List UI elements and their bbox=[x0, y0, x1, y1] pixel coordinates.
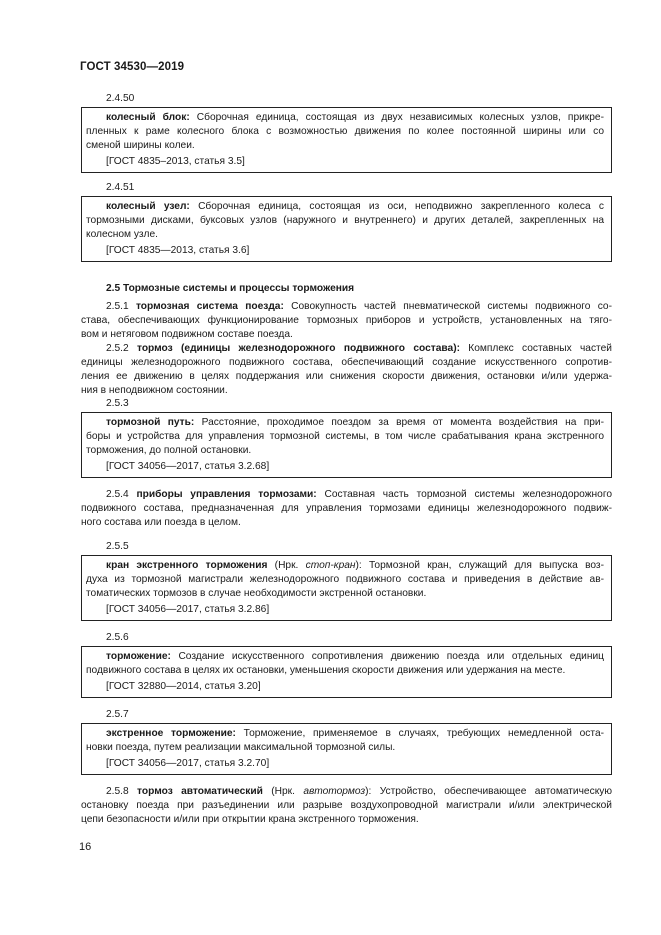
definition-text: Расстояние, проходимое поездом за время от момента воздействия на при- bbox=[194, 417, 604, 428]
source-reference: [ГОСТ 34056—2017, статья 3.2.70] bbox=[106, 758, 270, 769]
term-name: кран экстренного торможения bbox=[106, 560, 268, 571]
entry-number: 2.4.51 bbox=[106, 182, 135, 193]
definition-text: става, обеспечивающих функционирование тормозных приборов и устройств, установленных на тяго- bbox=[81, 315, 612, 326]
term-name: колесный блок: bbox=[106, 112, 190, 123]
definition-text: ния в неподвижном состоянии. bbox=[81, 385, 228, 396]
paragraph-number: 2.5.1 bbox=[106, 301, 136, 312]
term-name: приборы управления тормозами: bbox=[136, 489, 317, 500]
term-definition-line bbox=[106, 200, 604, 213]
paragraph-line bbox=[106, 785, 612, 798]
entry-number: 2.5.3 bbox=[106, 398, 129, 409]
term-definition-line bbox=[106, 559, 604, 572]
definition-text: тормозными дисками, буксовых узлов (наружного и внутреннего) и других деталей, закрепленных на bbox=[86, 215, 604, 226]
section-heading: 2.5 Тормозные системы и процессы торможения bbox=[106, 283, 355, 294]
definition-text: (Нрк. bbox=[267, 560, 306, 571]
definition-text: духа из тормозной магистрали железнодорожного подвижного состава и приведения в действие ав- bbox=[86, 574, 604, 585]
definition-text: Комплекс составных частей bbox=[459, 343, 612, 354]
definition-text: Сборочная единица, состоящая из двух независимых колесных узлов, прикре- bbox=[189, 112, 604, 123]
term-definition-line bbox=[106, 111, 604, 124]
document-header: ГОСТ 34530—2019 bbox=[80, 61, 185, 73]
paragraph-line bbox=[106, 300, 612, 313]
entry-number: 2.5.6 bbox=[106, 632, 129, 643]
definition-text: Создание искусственного сопротивления движению поезда или отдельных единиц bbox=[170, 651, 604, 662]
term-name: тормозная система поезда: bbox=[135, 301, 284, 312]
definition-text: торможения, до полной остановки. bbox=[86, 445, 252, 456]
deprecated-term: автотормоз bbox=[303, 786, 366, 797]
definition-text: Составная часть тормозной системы железнодорожного bbox=[316, 489, 612, 500]
definition-text: сменой ширины колеи. bbox=[86, 140, 195, 151]
definition-text: пленных к раме колесного блока с возможностью движения по колее постоянной ширины или со bbox=[86, 126, 604, 137]
definition-text: ного состава или поезда в целом. bbox=[81, 517, 241, 528]
term-name: торможение: bbox=[106, 651, 171, 662]
source-reference: [ГОСТ 4835—2013, статья 3.6] bbox=[106, 245, 250, 256]
term-name: тормоз (единицы железнодорожного подвижного состава): bbox=[136, 343, 460, 354]
definition-text: колесном узле. bbox=[86, 229, 158, 240]
paragraph-number: 2.5.2 bbox=[106, 343, 137, 354]
definition-text: Сборочная единица, состоящая из оси, неподвижно закрепленного колеса с bbox=[189, 201, 604, 212]
page-number: 16 bbox=[79, 841, 92, 853]
term-name: экстренное торможение: bbox=[106, 728, 236, 739]
definition-text: Торможение, применяемое в случаях, требующих немедленной оста- bbox=[235, 728, 604, 739]
paragraph-line bbox=[106, 488, 612, 501]
term-name: колесный узел: bbox=[106, 201, 190, 212]
term-name: тормоз автоматический bbox=[137, 786, 263, 797]
source-reference: [ГОСТ 34056—2017, статья 3.2.68] bbox=[106, 461, 270, 472]
definition-text: ления ее движению в целях поддержания или снижения скорости движения, остановки и/или удержа- bbox=[81, 371, 612, 382]
definition-text: томатических тормозов в случае необходимости экстренной остановки. bbox=[86, 588, 427, 599]
term-name: тормозной путь: bbox=[106, 417, 195, 428]
definition-text: новки поезда, путем реализации максимальной тормозной силы. bbox=[86, 742, 396, 753]
source-reference: [ГОСТ 34056—2017, статья 3.2.86] bbox=[106, 604, 270, 615]
definition-text: боры и устройства для управления тормозной системы, в том числе срабатывания крана экстренного bbox=[86, 431, 604, 442]
source-reference: [ГОСТ 4835–2013, статья 3.5] bbox=[106, 156, 245, 167]
definition-text: ): Тормозной кран, служащий для выпуска воз- bbox=[355, 560, 604, 571]
definition-text: (Нрк. bbox=[262, 786, 304, 797]
entry-number: 2.5.5 bbox=[106, 541, 129, 552]
entry-number: 2.4.50 bbox=[106, 93, 135, 104]
paragraph-number: 2.5.4 bbox=[106, 489, 137, 500]
term-definition-line bbox=[106, 727, 604, 740]
deprecated-term: стоп-кран bbox=[305, 560, 356, 571]
term-definition-line bbox=[106, 416, 604, 429]
definition-text: подвижного состава, предназначенная для управления тормозами единицы железнодорожного подвиж- bbox=[81, 503, 612, 514]
definition-text: остановку поезда при разъединении или разрыве воздухопроводной магистрали и/или электрической bbox=[81, 800, 612, 811]
paragraph-line bbox=[106, 342, 612, 355]
definition-text: Совокупность частей пневматической системы подвижного со- bbox=[283, 301, 612, 312]
entry-number: 2.5.7 bbox=[106, 709, 129, 720]
definition-text: единицы железнодорожного подвижного состава, обеспечивающий создание искусственного сопротив- bbox=[81, 357, 612, 368]
term-definition-line bbox=[106, 650, 604, 663]
definition-text: вом и нетяговом подвижном составе поезда. bbox=[81, 329, 293, 340]
source-reference: [ГОСТ 32880—2014, статья 3.20] bbox=[106, 681, 261, 692]
definition-text: ): Устройство, обеспечивающее автоматическую bbox=[365, 786, 612, 797]
definition-text: цепи безопасности и/или при открытии крана экстренного торможения. bbox=[81, 814, 419, 825]
definition-text: подвижного состава в целях их остановки, уменьшения скорости движения или удержания на месте. bbox=[86, 665, 566, 676]
paragraph-number: 2.5.8 bbox=[106, 786, 138, 797]
